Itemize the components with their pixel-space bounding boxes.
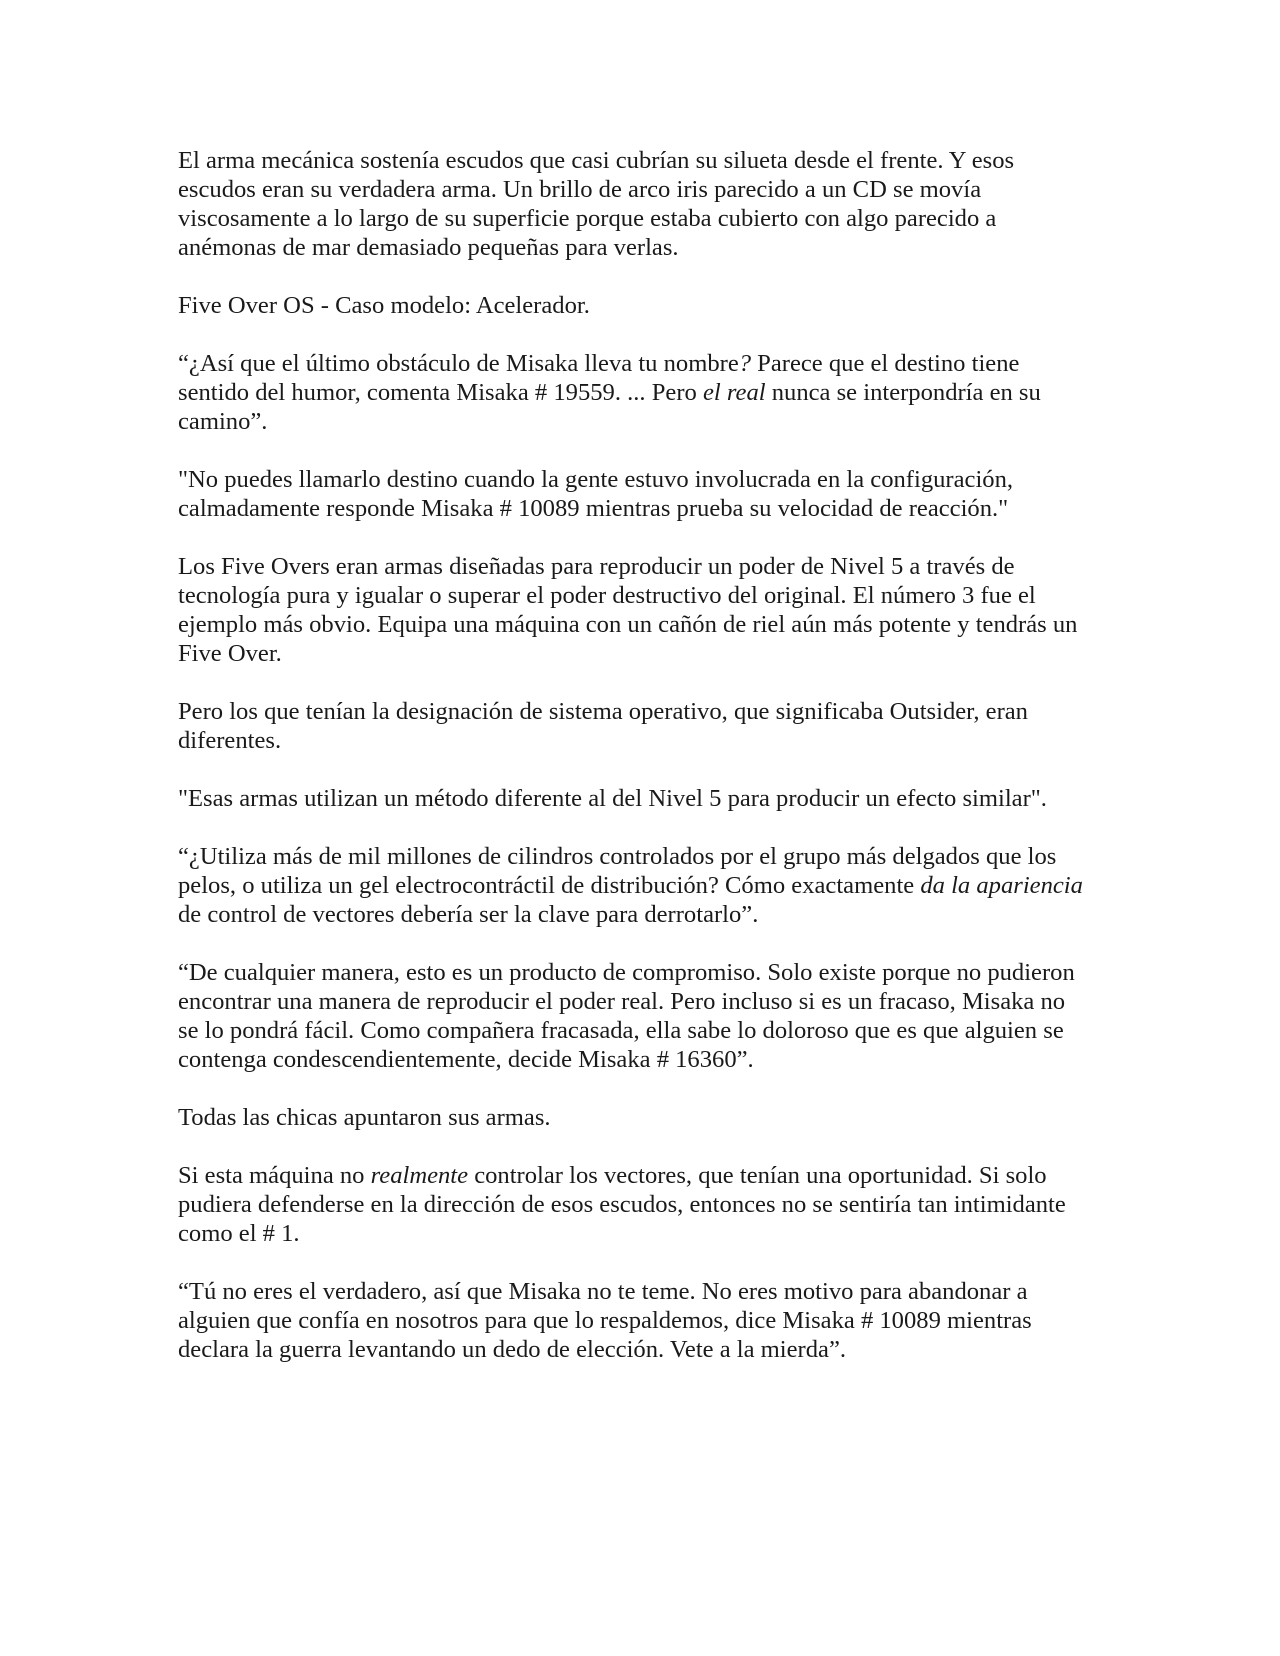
text-line: "No puedes llamarlo destino cuando la gente estuvo involucrada en la configuración,	[178, 466, 1014, 493]
text-line: diferentes.	[178, 727, 282, 754]
paragraph-2	[178, 291, 1108, 320]
text-run: nunca se interpondría en su	[765, 379, 1041, 406]
text-line: escudos eran su verdadera arma. Un brillo de arco iris parecido a un CD se movía	[178, 176, 982, 203]
text-line: El arma mecánica sostenía escudos que casi cubrían su silueta desde el frente. Y esos	[178, 147, 1015, 174]
text-line	[178, 349, 1108, 378]
paragraph-11	[178, 1161, 1108, 1248]
text-line: encontrar una manera de reproducir el poder real. Pero incluso si es un fracaso, Misaka no	[178, 988, 1066, 1015]
text-line: pudiera defenderse en la dirección de esos escudos, entonces no se sentiría tan intimidante	[178, 1191, 1066, 1218]
text-line: Pero los que tenían la designación de sistema operativo, que significaba Outsider, eran	[178, 698, 1028, 725]
text-run: sentido del humor, comenta Misaka # 19559. ... Pero	[178, 379, 703, 406]
paragraph-12	[178, 1277, 1108, 1364]
text-line: contenga condescendientemente, decide Misaka # 16360”.	[178, 1046, 754, 1073]
text-line: Los Five Overs eran armas diseñadas para reproducir un poder de Nivel 5 a través de	[178, 553, 1015, 580]
paragraph-10	[178, 1103, 1108, 1132]
italic-run: realmente	[370, 1162, 469, 1189]
text-line: ejemplo más obvio. Equipa una máquina con un cañón de riel aún más potente y tendrás un	[178, 611, 1078, 638]
paragraph-9	[178, 958, 1108, 1074]
paragraph-1	[178, 146, 1108, 262]
text-line: viscosamente a lo largo de su superficie porque estaba cubierto con algo parecido a	[178, 205, 997, 232]
text-line: Five Over OS - Caso modelo: Acelerador.	[178, 292, 590, 319]
text-line: como el # 1.	[178, 1220, 300, 1247]
text-line: tecnología pura y igualar o superar el poder destructivo del original. El número 3 fue el	[178, 582, 1036, 609]
text-line: de control de vectores debería ser la clave para derrotarlo”.	[178, 901, 759, 928]
text-run: “¿Así que el último obstáculo de Misaka lleva tu nombre	[178, 350, 739, 377]
document-body	[178, 146, 1108, 1393]
paragraph-5	[178, 552, 1108, 668]
paragraph-4	[178, 465, 1108, 523]
text-run: pelos, o utiliza un gel electrocontráctil de distribución? Cómo exactamente	[178, 872, 921, 899]
paragraph-8	[178, 842, 1108, 929]
paragraph-7	[178, 784, 1108, 813]
text-run: Si esta máquina no	[178, 1162, 371, 1189]
text-line: Five Over.	[178, 640, 282, 667]
text-line	[178, 871, 1108, 900]
paragraph-3	[178, 349, 1108, 436]
italic-run: el real	[702, 379, 766, 406]
text-line: camino”.	[178, 408, 268, 435]
italic-run: ?	[738, 350, 752, 377]
text-line: alguien que confía en nosotros para que lo respaldemos, dice Misaka # 10089 mientras	[178, 1307, 1032, 1334]
text-line: “Tú no eres el verdadero, así que Misaka no te teme. No eres motivo para abandonar a	[178, 1278, 1028, 1305]
text-line: se lo pondrá fácil. Como compañera fracasada, ella sabe lo doloroso que es que alguien se	[178, 1017, 1064, 1044]
text-line	[178, 378, 1108, 407]
italic-run: da la apariencia	[920, 872, 1083, 899]
text-line: anémonas de mar demasiado pequeñas para verlas.	[178, 234, 679, 261]
text-line: “De cualquier manera, esto es un producto de compromiso. Solo existe porque no pudieron	[178, 959, 1075, 986]
text-line: declara la guerra levantando un dedo de elección. Vete a la mierda”.	[178, 1336, 847, 1363]
text-line: “¿Utiliza más de mil millones de cilindros controlados por el grupo más delgados que los	[178, 843, 1057, 870]
text-run: controlar los vectores, que tenían una oportunidad. Si solo	[468, 1162, 1047, 1189]
paragraph-6	[178, 697, 1108, 755]
text-line: Todas las chicas apuntaron sus armas.	[178, 1104, 551, 1131]
text-line	[178, 1161, 1108, 1190]
text-line: "Esas armas utilizan un método diferente al del Nivel 5 para producir un efecto similar".	[178, 785, 1047, 812]
text-run: Parece que el destino tiene	[751, 350, 1020, 377]
text-line: calmadamente responde Misaka # 10089 mientras prueba su velocidad de reacción."	[178, 495, 1009, 522]
